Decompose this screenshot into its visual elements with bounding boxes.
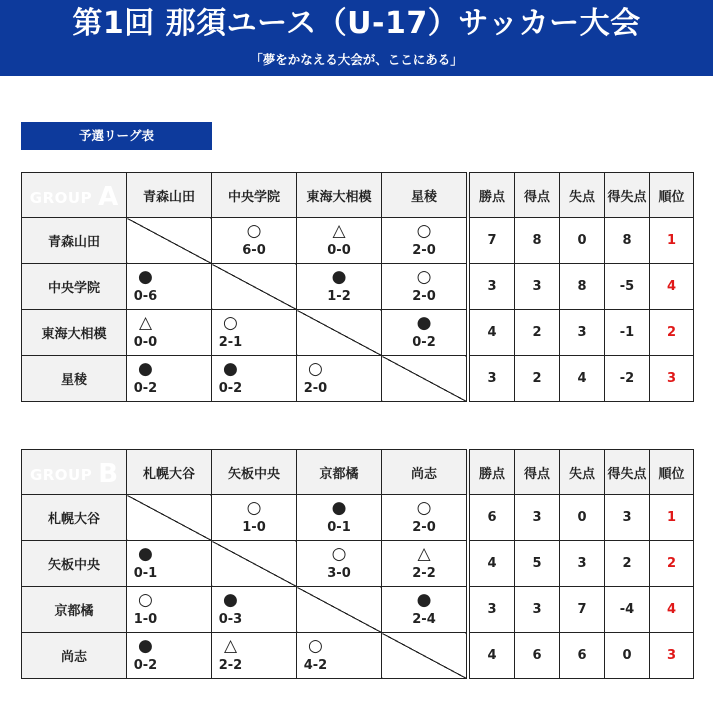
column-goal-difference: 得失点 — [605, 173, 650, 218]
match-result-cell — [212, 587, 297, 633]
match-result-cell — [127, 633, 212, 679]
table-row — [22, 264, 694, 310]
match-result-cell — [127, 541, 212, 587]
result-mark: △ — [138, 313, 153, 333]
result-mark: ○ — [416, 221, 432, 241]
match-score: 2-1 — [218, 335, 243, 350]
self-match-cell — [297, 587, 382, 633]
column-points: 勝点 — [470, 173, 515, 218]
self-match-cell — [212, 264, 297, 310]
row-goals-against: 0 — [560, 495, 605, 541]
group-letter: A — [98, 182, 119, 212]
match-result-cell — [212, 495, 297, 541]
row-team-name: 青森山田 — [22, 218, 127, 264]
row-goal-difference: 3 — [605, 495, 650, 541]
match-score: 0-6 — [133, 289, 158, 304]
row-goal-difference: -1 — [605, 310, 650, 356]
match-score: 1-2 — [327, 289, 351, 304]
match-score: 2-2 — [412, 566, 436, 581]
column-goal-difference: 得失点 — [605, 450, 650, 495]
row-goals-for: 3 — [515, 587, 560, 633]
row-goals-against: 3 — [560, 310, 605, 356]
row-goals-against: 7 — [560, 587, 605, 633]
result-mark: ● — [138, 544, 153, 564]
table-row — [22, 541, 694, 587]
row-goals-against: 3 — [560, 541, 605, 587]
group-letter: B — [98, 459, 119, 489]
self-match-cell — [297, 310, 382, 356]
row-points: 4 — [470, 541, 515, 587]
tournament-title: 第1回 那須ユース（U-17）サッカー大会 — [72, 6, 641, 41]
match-result-cell — [127, 356, 212, 402]
result-mark: ● — [223, 359, 238, 379]
result-mark: ● — [138, 359, 153, 379]
group-b-table — [21, 449, 694, 679]
match-result-cell — [212, 218, 297, 264]
column-rank: 順位 — [650, 450, 694, 495]
match-score: 0-2 — [133, 381, 158, 396]
match-score: 0-2 — [412, 335, 436, 350]
row-goal-difference: 2 — [605, 541, 650, 587]
row-team-name: 星稜 — [22, 356, 127, 402]
self-match-cell — [382, 633, 467, 679]
row-goals-against: 0 — [560, 218, 605, 264]
match-result-cell — [382, 310, 467, 356]
column-team: 中央学院 — [212, 173, 297, 218]
row-team-name: 京都橘 — [22, 587, 127, 633]
match-result-cell — [127, 264, 212, 310]
row-points: 3 — [470, 264, 515, 310]
result-mark: ○ — [308, 636, 323, 656]
self-match-cell — [127, 218, 212, 264]
row-goals-for: 5 — [515, 541, 560, 587]
result-mark: ○ — [246, 221, 262, 241]
result-mark: ● — [416, 590, 432, 610]
match-result-cell — [382, 541, 467, 587]
self-match-cell — [127, 495, 212, 541]
match-result-cell — [297, 541, 382, 587]
match-score: 0-0 — [133, 335, 158, 350]
column-points: 勝点 — [470, 450, 515, 495]
row-goals-for: 2 — [515, 310, 560, 356]
result-mark: ○ — [138, 590, 153, 610]
match-result-cell — [297, 218, 382, 264]
result-mark: ● — [223, 590, 238, 610]
group-label — [22, 173, 127, 218]
row-goals-for: 8 — [515, 218, 560, 264]
match-result-cell — [212, 356, 297, 402]
column-rank: 順位 — [650, 173, 694, 218]
match-score: 0-2 — [133, 658, 158, 673]
match-result-cell — [127, 310, 212, 356]
row-team-name: 中央学院 — [22, 264, 127, 310]
table-row — [22, 218, 694, 264]
column-goals-for: 得点 — [515, 173, 560, 218]
match-score: 3-0 — [327, 566, 351, 581]
match-score: 0-3 — [218, 612, 243, 627]
result-mark: ● — [331, 267, 347, 287]
row-rank: 3 — [650, 633, 694, 679]
group-word: GROUP — [29, 189, 93, 207]
match-score: 2-0 — [412, 520, 436, 535]
group-label — [22, 450, 127, 495]
result-mark: ● — [138, 636, 153, 656]
table-row — [22, 495, 694, 541]
match-result-cell — [297, 356, 382, 402]
match-score: 2-4 — [412, 612, 436, 627]
match-score: 0-1 — [327, 520, 351, 535]
row-goals-against: 8 — [560, 264, 605, 310]
row-points: 4 — [470, 310, 515, 356]
row-points: 4 — [470, 633, 515, 679]
match-result-cell — [212, 633, 297, 679]
result-mark: ○ — [416, 267, 432, 287]
column-goals-for: 得点 — [515, 450, 560, 495]
row-goal-difference: 8 — [605, 218, 650, 264]
match-score: 2-0 — [412, 289, 436, 304]
row-goals-for: 6 — [515, 633, 560, 679]
match-result-cell — [297, 633, 382, 679]
table-header-row — [22, 173, 694, 218]
match-score: 1-0 — [242, 520, 266, 535]
header-banner — [0, 0, 713, 76]
result-mark: △ — [332, 221, 346, 241]
result-mark: ● — [331, 498, 347, 518]
match-score: 2-0 — [412, 243, 436, 258]
row-goal-difference: -2 — [605, 356, 650, 402]
match-result-cell — [297, 495, 382, 541]
row-points: 3 — [470, 356, 515, 402]
result-mark: ○ — [223, 313, 238, 333]
row-team-name: 矢板中央 — [22, 541, 127, 587]
row-rank: 2 — [650, 541, 694, 587]
group-a-table — [21, 172, 694, 402]
match-result-cell — [382, 587, 467, 633]
result-mark: ● — [416, 313, 432, 333]
self-match-cell — [212, 541, 297, 587]
result-mark: ○ — [308, 359, 323, 379]
row-rank: 1 — [650, 495, 694, 541]
match-result-cell — [382, 218, 467, 264]
row-team-name: 尚志 — [22, 633, 127, 679]
column-team: 札幌大谷 — [127, 450, 212, 495]
row-rank: 1 — [650, 218, 694, 264]
row-goals-for: 2 — [515, 356, 560, 402]
row-team-name: 東海大相模 — [22, 310, 127, 356]
tournament-subtitle: 「夢をかなえる大会が、ここにある」 — [250, 52, 463, 67]
row-rank: 4 — [650, 264, 694, 310]
match-score: 1-0 — [133, 612, 158, 627]
column-team: 矢板中央 — [212, 450, 297, 495]
match-result-cell — [127, 587, 212, 633]
row-goals-against: 6 — [560, 633, 605, 679]
row-goals-for: 3 — [515, 495, 560, 541]
match-result-cell — [297, 264, 382, 310]
match-score: 0-0 — [327, 243, 351, 258]
row-rank: 2 — [650, 310, 694, 356]
row-goal-difference: -5 — [605, 264, 650, 310]
column-team: 尚志 — [382, 450, 467, 495]
match-result-cell — [382, 264, 467, 310]
result-mark: ● — [138, 267, 153, 287]
row-rank: 3 — [650, 356, 694, 402]
row-points: 7 — [470, 218, 515, 264]
match-result-cell — [382, 495, 467, 541]
result-mark: △ — [223, 636, 238, 656]
match-score: 0-2 — [218, 381, 243, 396]
table-header-row — [22, 450, 694, 495]
row-goals-for: 3 — [515, 264, 560, 310]
column-goals-against: 失点 — [560, 450, 605, 495]
match-result-cell — [212, 310, 297, 356]
section-label: 予選リーグ表 — [21, 122, 212, 150]
result-mark: ○ — [246, 498, 262, 518]
result-mark: △ — [417, 544, 431, 564]
match-score: 2-2 — [218, 658, 243, 673]
table-row — [22, 587, 694, 633]
table-row — [22, 310, 694, 356]
column-team: 星稜 — [382, 173, 467, 218]
table-row — [22, 633, 694, 679]
match-score: 2-0 — [303, 381, 328, 396]
row-goals-against: 4 — [560, 356, 605, 402]
column-team: 京都橘 — [297, 450, 382, 495]
row-team-name: 札幌大谷 — [22, 495, 127, 541]
row-goal-difference: -4 — [605, 587, 650, 633]
row-goal-difference: 0 — [605, 633, 650, 679]
match-score: 0-1 — [133, 566, 158, 581]
row-rank: 4 — [650, 587, 694, 633]
column-team: 東海大相模 — [297, 173, 382, 218]
column-team: 青森山田 — [127, 173, 212, 218]
match-score: 6-0 — [242, 243, 266, 258]
match-score: 4-2 — [303, 658, 328, 673]
column-goals-against: 失点 — [560, 173, 605, 218]
result-mark: ○ — [416, 498, 432, 518]
table-row — [22, 356, 694, 402]
row-points: 6 — [470, 495, 515, 541]
group-word: GROUP — [29, 466, 93, 484]
self-match-cell — [382, 356, 467, 402]
result-mark: ○ — [331, 544, 347, 564]
row-points: 3 — [470, 587, 515, 633]
